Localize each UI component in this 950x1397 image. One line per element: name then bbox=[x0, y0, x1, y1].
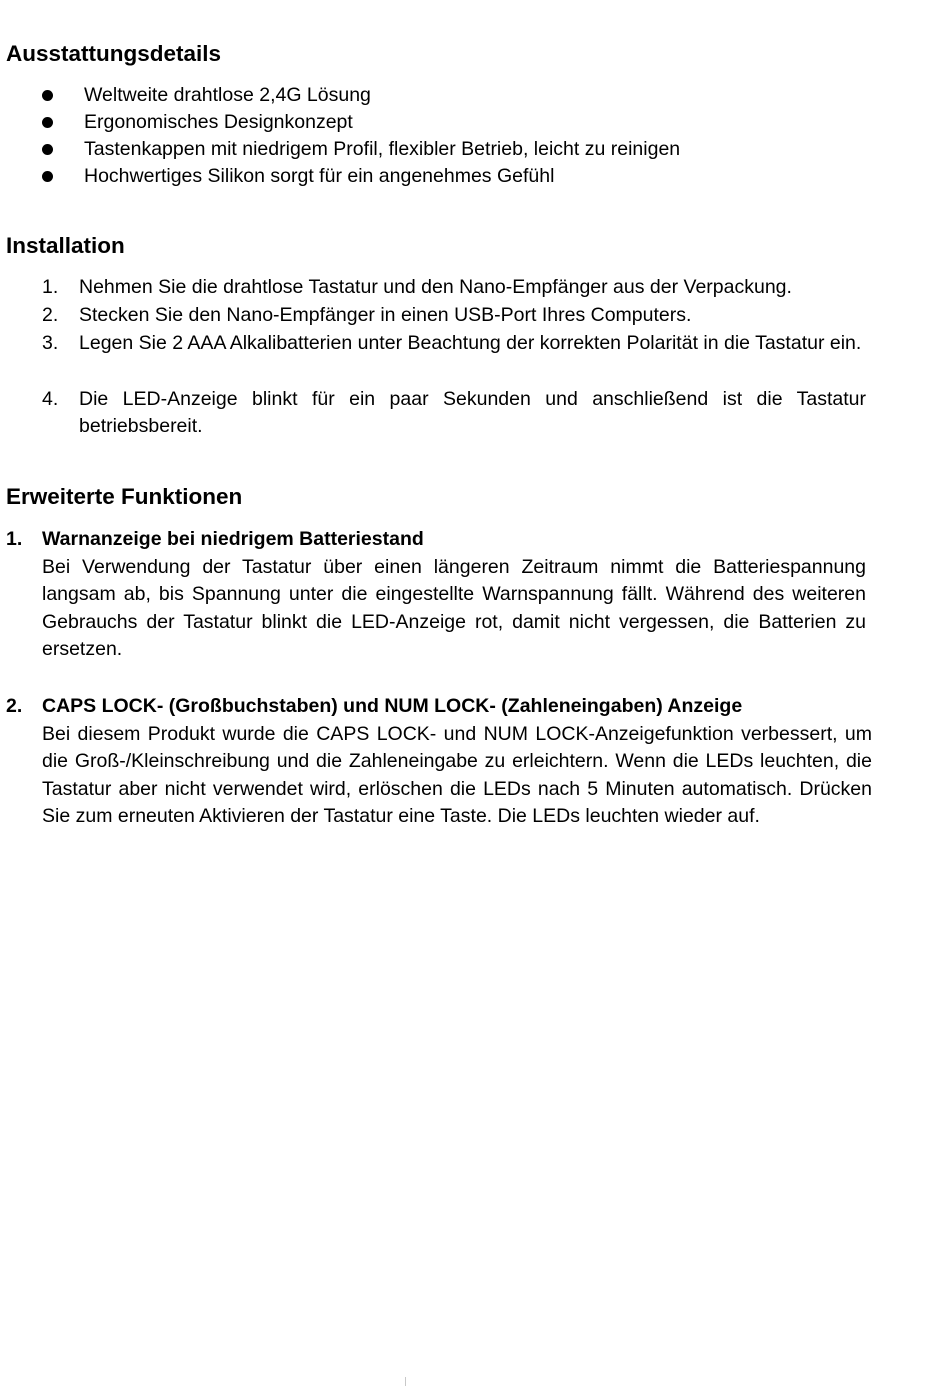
feature-item bbox=[0, 136, 900, 163]
step-text: Legen Sie 2 AAA Alkalibatterien unter Beachtung der korrekten Polarität in die Tastatur ein. bbox=[79, 332, 862, 354]
bullet-icon bbox=[42, 90, 53, 101]
feature-item-text: Ergonomisches Designkonzept bbox=[84, 111, 353, 133]
feature-item bbox=[0, 109, 900, 136]
step-number: 1. bbox=[42, 276, 59, 298]
step-text: Die LED-Anzeige blinkt für ein paar Sekunden und anschließend ist die Tastatur betriebsbereit. bbox=[79, 388, 866, 438]
feature-item-text: Weltweite drahtlose 2,4G Lösung bbox=[84, 84, 371, 106]
bullet-icon bbox=[42, 171, 53, 182]
function-section-body: Bei Verwendung der Tastatur über einen längeren Zeitraum nimmt die Batteriespannung langsam ab, bis Spannung unter die eingestellte Warnspannung fällt. Während des weiteren Gebrauchs der Tastatur blinkt die LED-Anzeige rot, damit nicht vergessen, die Batterien zu ersetzen. bbox=[42, 556, 866, 660]
features-heading: Ausstattungsdetails bbox=[6, 41, 222, 66]
feature-item-text: Hochwertiges Silikon sorgt für ein angenehmes Gefühl bbox=[84, 165, 555, 187]
bullet-icon bbox=[42, 117, 53, 128]
step-number: 4. bbox=[42, 388, 59, 410]
step-text: Nehmen Sie die drahtlose Tastatur und den Nano-Empfänger aus der Verpackung. bbox=[79, 276, 792, 298]
section-title-text: CAPS LOCK- (Großbuchstaben) und NUM LOCK- (Zahleneingaben) Anzeige bbox=[42, 695, 743, 717]
feature-item bbox=[0, 163, 900, 190]
function-section-body: Bei diesem Produkt wurde die CAPS LOCK- und NUM LOCK-Anzeigefunktion verbessert, um die Groß-/Kleinschreibung und die Zahleneingabe zu erleichtern. Wenn die LEDs leuchten, die Tastatur aber nicht verwendet wird, erlöschen die LEDs nach 5 Minuten automatisch. Drücken Sie zum erneuten Aktivieren der Tastatur eine Taste. Die LEDs leuchten wieder auf. bbox=[42, 723, 872, 827]
step-text: Stecken Sie den Nano-Empfänger in einen USB-Port Ihres Computers. bbox=[79, 304, 692, 326]
advanced-heading: Erweiterte Funktionen bbox=[6, 484, 243, 509]
page-mark bbox=[405, 1377, 406, 1386]
section-number: 1. bbox=[6, 528, 23, 550]
installation-heading: Installation bbox=[6, 233, 125, 258]
section-title-text: Warnanzeige bei niedrigem Batteriestand bbox=[42, 528, 424, 550]
bullet-icon bbox=[42, 144, 53, 155]
step-number: 3. bbox=[42, 332, 59, 354]
feature-item bbox=[0, 82, 900, 109]
feature-item-text: Tastenkappen mit niedrigem Profil, flexibler Betrieb, leicht zu reinigen bbox=[84, 138, 681, 160]
section-number: 2. bbox=[6, 695, 23, 717]
step-number: 2. bbox=[42, 304, 59, 326]
